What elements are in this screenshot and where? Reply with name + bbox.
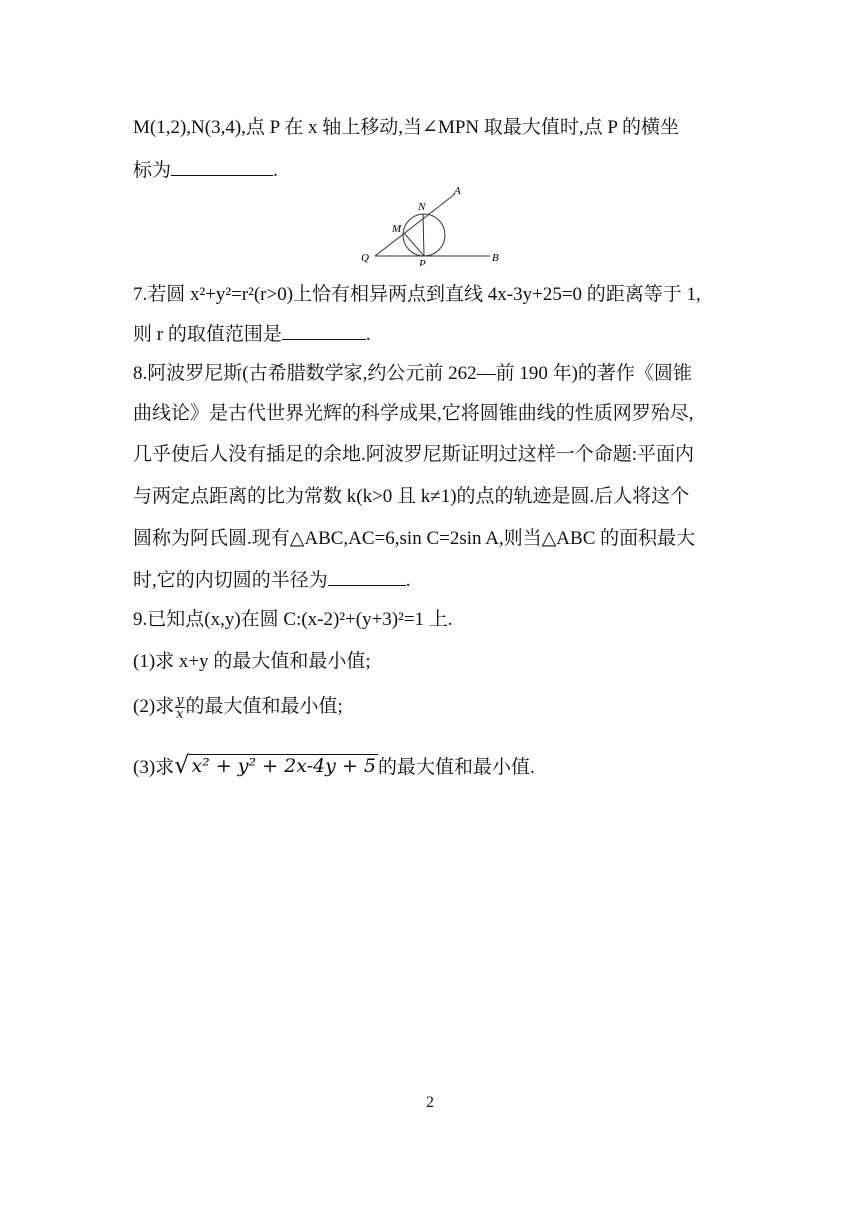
problem9-part3-suffix: 的最大值和最小值.	[377, 757, 535, 778]
problem9-part2-prefix: (2)求	[133, 696, 175, 717]
answer-blank-6[interactable]	[171, 157, 273, 176]
problem8-line3: 几乎使后人没有插足的余地.阿波罗尼斯证明过这样一个命题:平面内	[133, 444, 695, 465]
problem8-line6	[133, 567, 743, 594]
label-p: P	[419, 258, 426, 266]
answer-blank-7[interactable]	[282, 321, 366, 340]
problem9-part3	[133, 753, 743, 781]
problem8-line6-prefix: 时,它的内切圆的半径为	[133, 570, 328, 591]
label-b: B	[492, 252, 499, 264]
geometry-figure	[355, 180, 515, 266]
problem6-line2-suffix: .	[273, 160, 278, 181]
fraction-numerator: y	[176, 693, 184, 709]
problem7-line2	[133, 321, 743, 348]
problem9-part3-prefix: (3)求	[133, 757, 175, 778]
problem9-stem: 9.已知点(x,y)在圆 C:(x-2)²+(y+3)²=1 上.	[133, 609, 453, 630]
segment-pm	[404, 233, 424, 256]
problem8-line1: 8.阿波罗尼斯(古希腊数学家,约公元前 262—前 190 年)的著作《圆锥	[133, 363, 692, 384]
problem7-line2-suffix: .	[365, 324, 371, 345]
problem6-line2-prefix: 标为	[133, 160, 172, 181]
answer-blank-8[interactable]	[328, 567, 406, 586]
problem7-line1: 7.若圆 x²+y²=r²(r>0)上恰有相异两点到直线 4x-3y+25=0 的距离等于 1,	[133, 284, 701, 305]
problem8-line5: 圆称为阿氏圆.现有△ABC,AC=6,sin C=2sin A,则当△ABC 的面积最大	[133, 528, 696, 549]
problem9-part2	[133, 694, 743, 721]
problem8-line4: 与两定点距离的比为常数 k(k>0 且 k≠1)的点的轨迹是圆.后人将这个	[133, 486, 690, 507]
problem9-part2-suffix: 的最大值和最小值;	[185, 696, 343, 717]
problem6-line1: M(1,2),N(3,4),点 P 在 x 轴上移动,当∠MPN 取最大值时,点 P 的横坐	[133, 117, 680, 138]
square-root-expression	[174, 753, 378, 777]
label-q: Q	[361, 252, 369, 264]
fraction-y-over-x	[175, 694, 184, 721]
problem9-part1: (1)求 x+y 的最大值和最小值;	[133, 651, 371, 672]
label-n: N	[418, 201, 426, 213]
radicand: x² + y² + 2x-4y + 5	[191, 755, 376, 777]
label-a: A	[454, 185, 461, 197]
problem8-line2: 曲线论》是古代世界光辉的科学成果,它将圆锥曲线的性质网罗殆尽,	[133, 403, 694, 424]
problem8-line6-suffix: .	[405, 570, 411, 591]
label-m: M	[392, 223, 402, 235]
segment-pn	[423, 214, 424, 256]
problem7-line2-prefix: 则 r 的取值范围是	[133, 324, 282, 345]
fraction-denominator: x	[176, 707, 184, 723]
radical-sign-icon: √	[174, 751, 190, 779]
page-number: 2	[426, 1094, 434, 1111]
